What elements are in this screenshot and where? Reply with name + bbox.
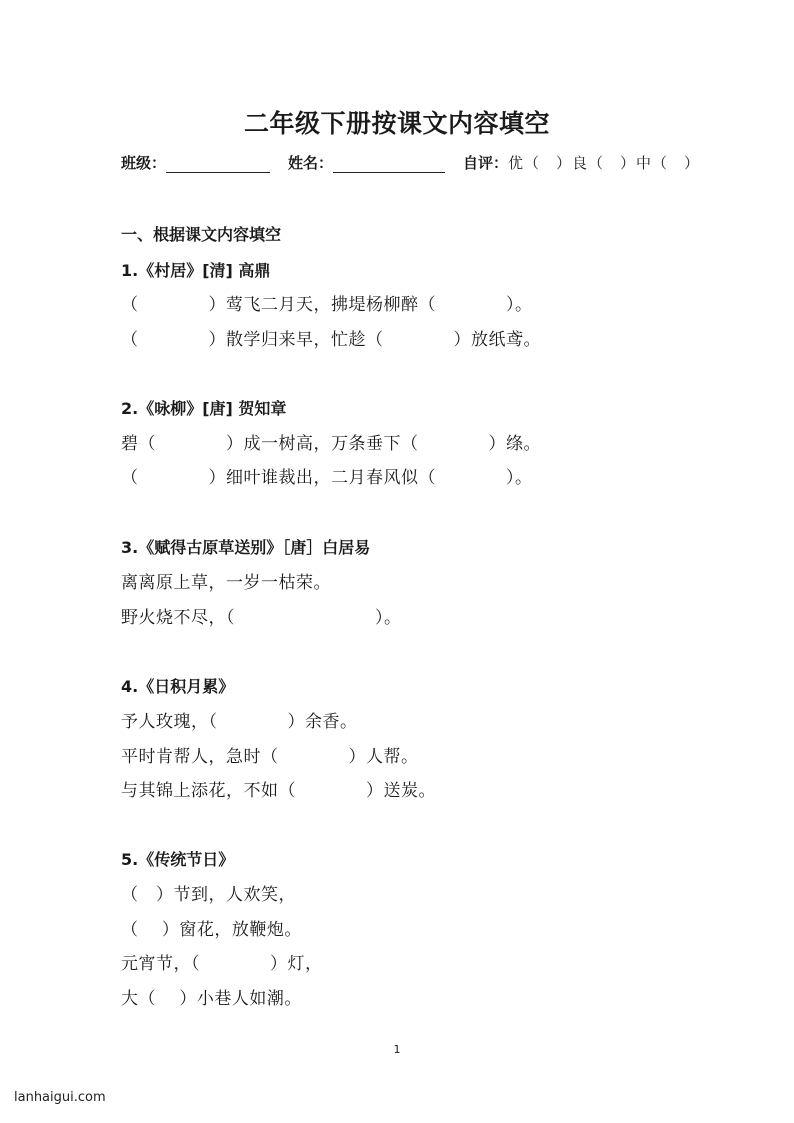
section-title: 一、根据课文内容填空: [121, 225, 282, 244]
page-number: 1: [393, 1043, 401, 1056]
name-field[interactable]: [333, 155, 445, 173]
poem-5-line-1[interactable]: （ ）节到，人欢笑，: [121, 885, 296, 905]
class-label: 班级：: [121, 154, 167, 172]
poem-4-line-3[interactable]: 与其锦上添花，不如（ ）送炭。: [121, 781, 436, 801]
self-eval-options[interactable]: 优（ ）良（ ）中（ ）: [508, 154, 701, 172]
poem-heading-3: 3.《赋得古原草送别》［唐］白居易: [121, 538, 371, 557]
poem-5-line-4[interactable]: 大（ ）小巷人如潮。: [121, 989, 302, 1009]
poem-1-line-2[interactable]: （ ）散学归来早，忙趁（ ）放纸鸢。: [121, 330, 541, 350]
footer-watermark: lanhaigui.com: [14, 1090, 106, 1105]
poem-heading-5: 5.《传统节日》: [121, 850, 235, 869]
student-info-line: [121, 152, 700, 173]
poem-5-line-3[interactable]: 元宵节，（ ）灯，: [121, 954, 323, 974]
poem-heading-1: 1.《村居》[清] 高鼎: [121, 261, 271, 280]
poem-3-line-1: 离离原上草，一岁一枯荣。: [121, 573, 331, 593]
poem-1-line-1[interactable]: （ ）莺飞二月天，拂堤杨柳醉（ ）。: [121, 295, 533, 315]
poem-heading-4: 4.《日积月累》: [121, 677, 235, 696]
self-eval-label: 自评：: [463, 154, 509, 172]
poem-4-line-1[interactable]: 予人玫瑰，（ ）余香。: [121, 712, 358, 732]
poem-2-line-2[interactable]: （ ）细叶谁裁出，二月春风似（ ）。: [121, 468, 533, 488]
poem-3-line-2[interactable]: 野火烧不尽，（ ）。: [121, 608, 402, 628]
poem-4-line-2[interactable]: 平时肯帮人，急时（ ）人帮。: [121, 747, 419, 767]
class-field[interactable]: [166, 155, 270, 173]
poem-5-line-2[interactable]: （ ）窗花，放鞭炮。: [121, 920, 302, 940]
poem-2-line-1[interactable]: 碧（ ）成一树高，万条垂下（ ）绦。: [121, 434, 541, 454]
poem-heading-2: 2.《咏柳》[唐] 贺知章: [121, 399, 287, 418]
page-title: 二年级下册按课文内容填空: [243, 109, 550, 138]
name-label: 姓名：: [288, 154, 334, 172]
